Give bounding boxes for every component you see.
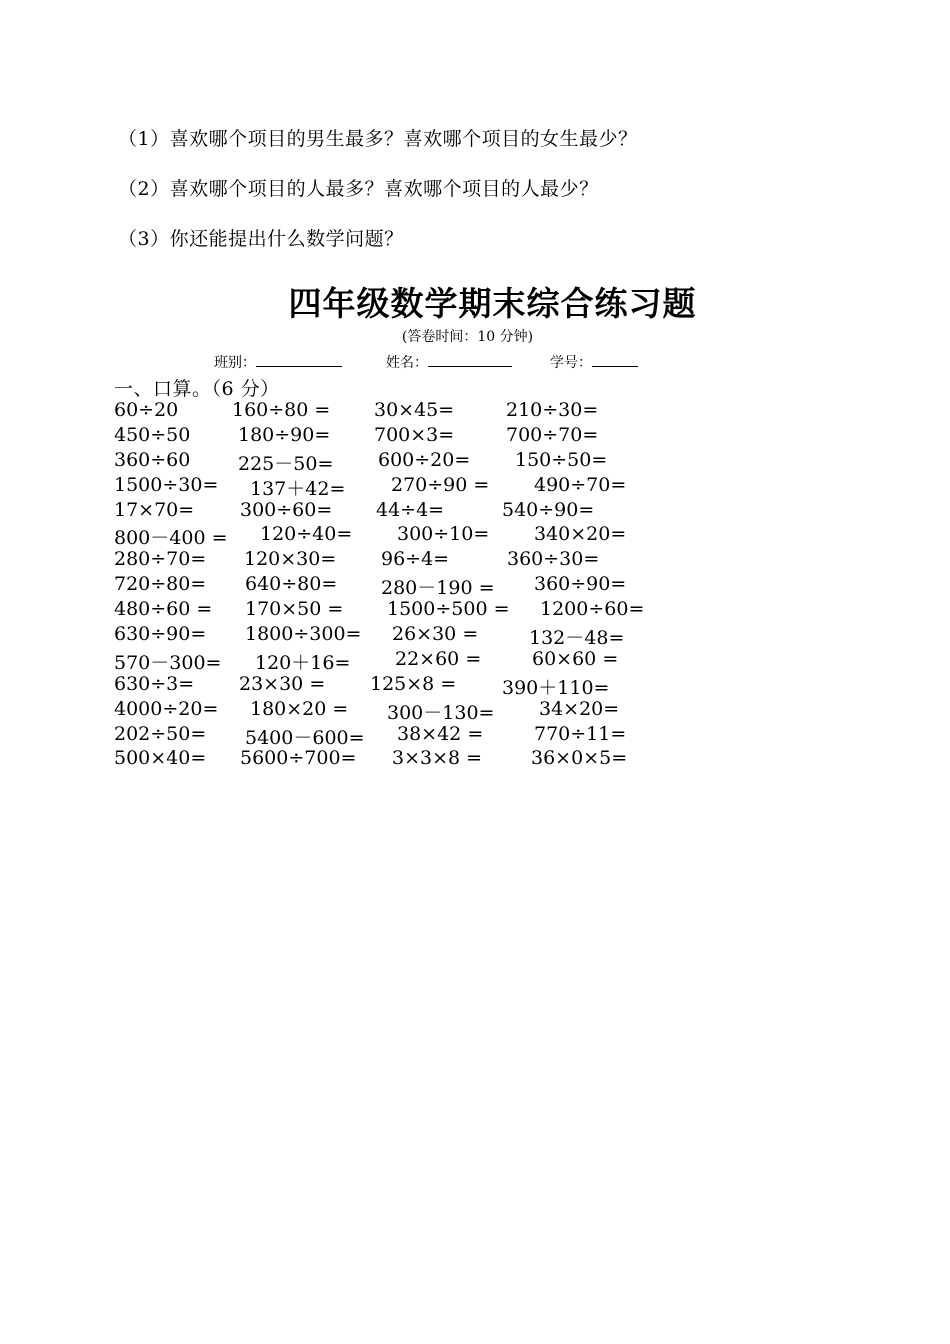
math-problem: 210÷30= (506, 399, 599, 421)
student-id-blank[interactable] (592, 352, 638, 367)
math-problem: 360÷90= (534, 573, 627, 596)
math-problem: 700÷70= (506, 423, 599, 446)
math-problem: 5400－600= (245, 726, 365, 749)
name-blank[interactable] (428, 352, 512, 367)
math-problem: 180×20 = (250, 697, 349, 720)
math-problem: 34×20= (539, 697, 620, 720)
math-problem: 480÷60 = (114, 598, 213, 621)
math-problem: 280÷70= (114, 548, 207, 571)
question-2: （2）喜欢哪个项目的人最多？喜欢哪个项目的人最少？ (118, 178, 599, 200)
math-problem: 132－48= (529, 627, 625, 650)
math-problem: 270÷90 = (391, 473, 490, 496)
math-problem: 500×40= (114, 747, 207, 770)
math-problem: 17×70= (114, 498, 195, 521)
math-problem: 700×3= (374, 423, 455, 446)
math-problem: 720÷80= (114, 573, 207, 596)
math-problem: 640÷80= (245, 573, 338, 596)
math-problem: 3×3×8 = (392, 747, 483, 770)
math-problem: 1500÷500 = (387, 598, 510, 621)
math-problem: 1800÷300= (245, 623, 362, 646)
student-id-label: 学号： (550, 355, 592, 371)
math-problem: 630÷90= (114, 623, 207, 646)
math-problem: 600÷20= (378, 448, 471, 471)
math-problem: 120×30= (244, 548, 337, 571)
math-problem: 120÷40= (260, 523, 353, 546)
math-problem: 630÷3= (114, 672, 195, 695)
math-problem: 22×60 = (395, 647, 482, 670)
class-field (214, 352, 342, 372)
name-field (386, 352, 512, 372)
math-problem: 60×60 = (532, 647, 619, 670)
question-1: （1）喜欢哪个项目的男生最多？喜欢哪个项目的女生最少？ (118, 128, 638, 150)
math-problem: 26×30 = (392, 623, 479, 646)
math-problem: 180÷90= (238, 423, 331, 446)
math-problem: 360÷60 (114, 448, 191, 471)
math-problem: 125×8 = (370, 672, 457, 695)
name-label: 姓名： (386, 355, 428, 371)
math-problem: 300÷10= (397, 523, 490, 546)
math-problem: 150÷50= (515, 448, 608, 471)
math-problem: 38×42 = (397, 722, 484, 745)
math-problem: 225－50= (238, 452, 334, 475)
math-problem: 490÷70= (534, 473, 627, 496)
class-label: 班别： (214, 355, 256, 371)
question-3: （3）你还能提出什么数学问题？ (118, 228, 404, 250)
math-problem: 800－400 = (114, 527, 228, 550)
math-problem: 137＋42= (250, 477, 346, 500)
math-problem: 30×45= (374, 399, 455, 421)
math-problem: 770÷11= (534, 722, 627, 745)
math-problem: 390＋110= (502, 676, 610, 699)
math-problem: 160÷80 = (232, 399, 331, 421)
math-problem: 1500÷30= (114, 473, 219, 496)
math-problem: 570－300= (114, 651, 222, 674)
math-problem: 280－190 = (381, 577, 495, 600)
time-limit-note: (答卷时间：10 分钟) (401, 329, 534, 345)
math-problem: 360÷30= (507, 548, 600, 571)
math-problem: 300－130= (387, 701, 495, 724)
math-problem: 36×0×5= (531, 747, 628, 770)
math-problem: 60÷20 (114, 399, 179, 421)
math-problem: 170×50 = (245, 598, 344, 621)
math-problem: 4000÷20= (114, 697, 219, 720)
math-problem: 5600÷700= (240, 747, 357, 770)
math-problem: 202÷50= (114, 722, 207, 745)
section-heading-mental-math: 一、口算。（6 分） (114, 378, 280, 400)
math-problem: 450÷50 (114, 423, 191, 446)
student-id-field (550, 352, 638, 372)
math-problem: 44÷4= (376, 498, 445, 521)
math-problem: 96÷4= (381, 548, 450, 571)
math-problem: 23×30 = (239, 672, 326, 695)
math-problem: 300÷60= (240, 498, 333, 521)
math-problem: 340×20= (534, 523, 627, 546)
math-problem: 120＋16= (255, 651, 351, 674)
worksheet-title: 四年级数学期末综合练习题 (288, 284, 697, 323)
math-problem: 540÷90= (502, 498, 595, 521)
math-problem: 1200÷60= (540, 598, 645, 621)
class-blank[interactable] (256, 352, 342, 367)
